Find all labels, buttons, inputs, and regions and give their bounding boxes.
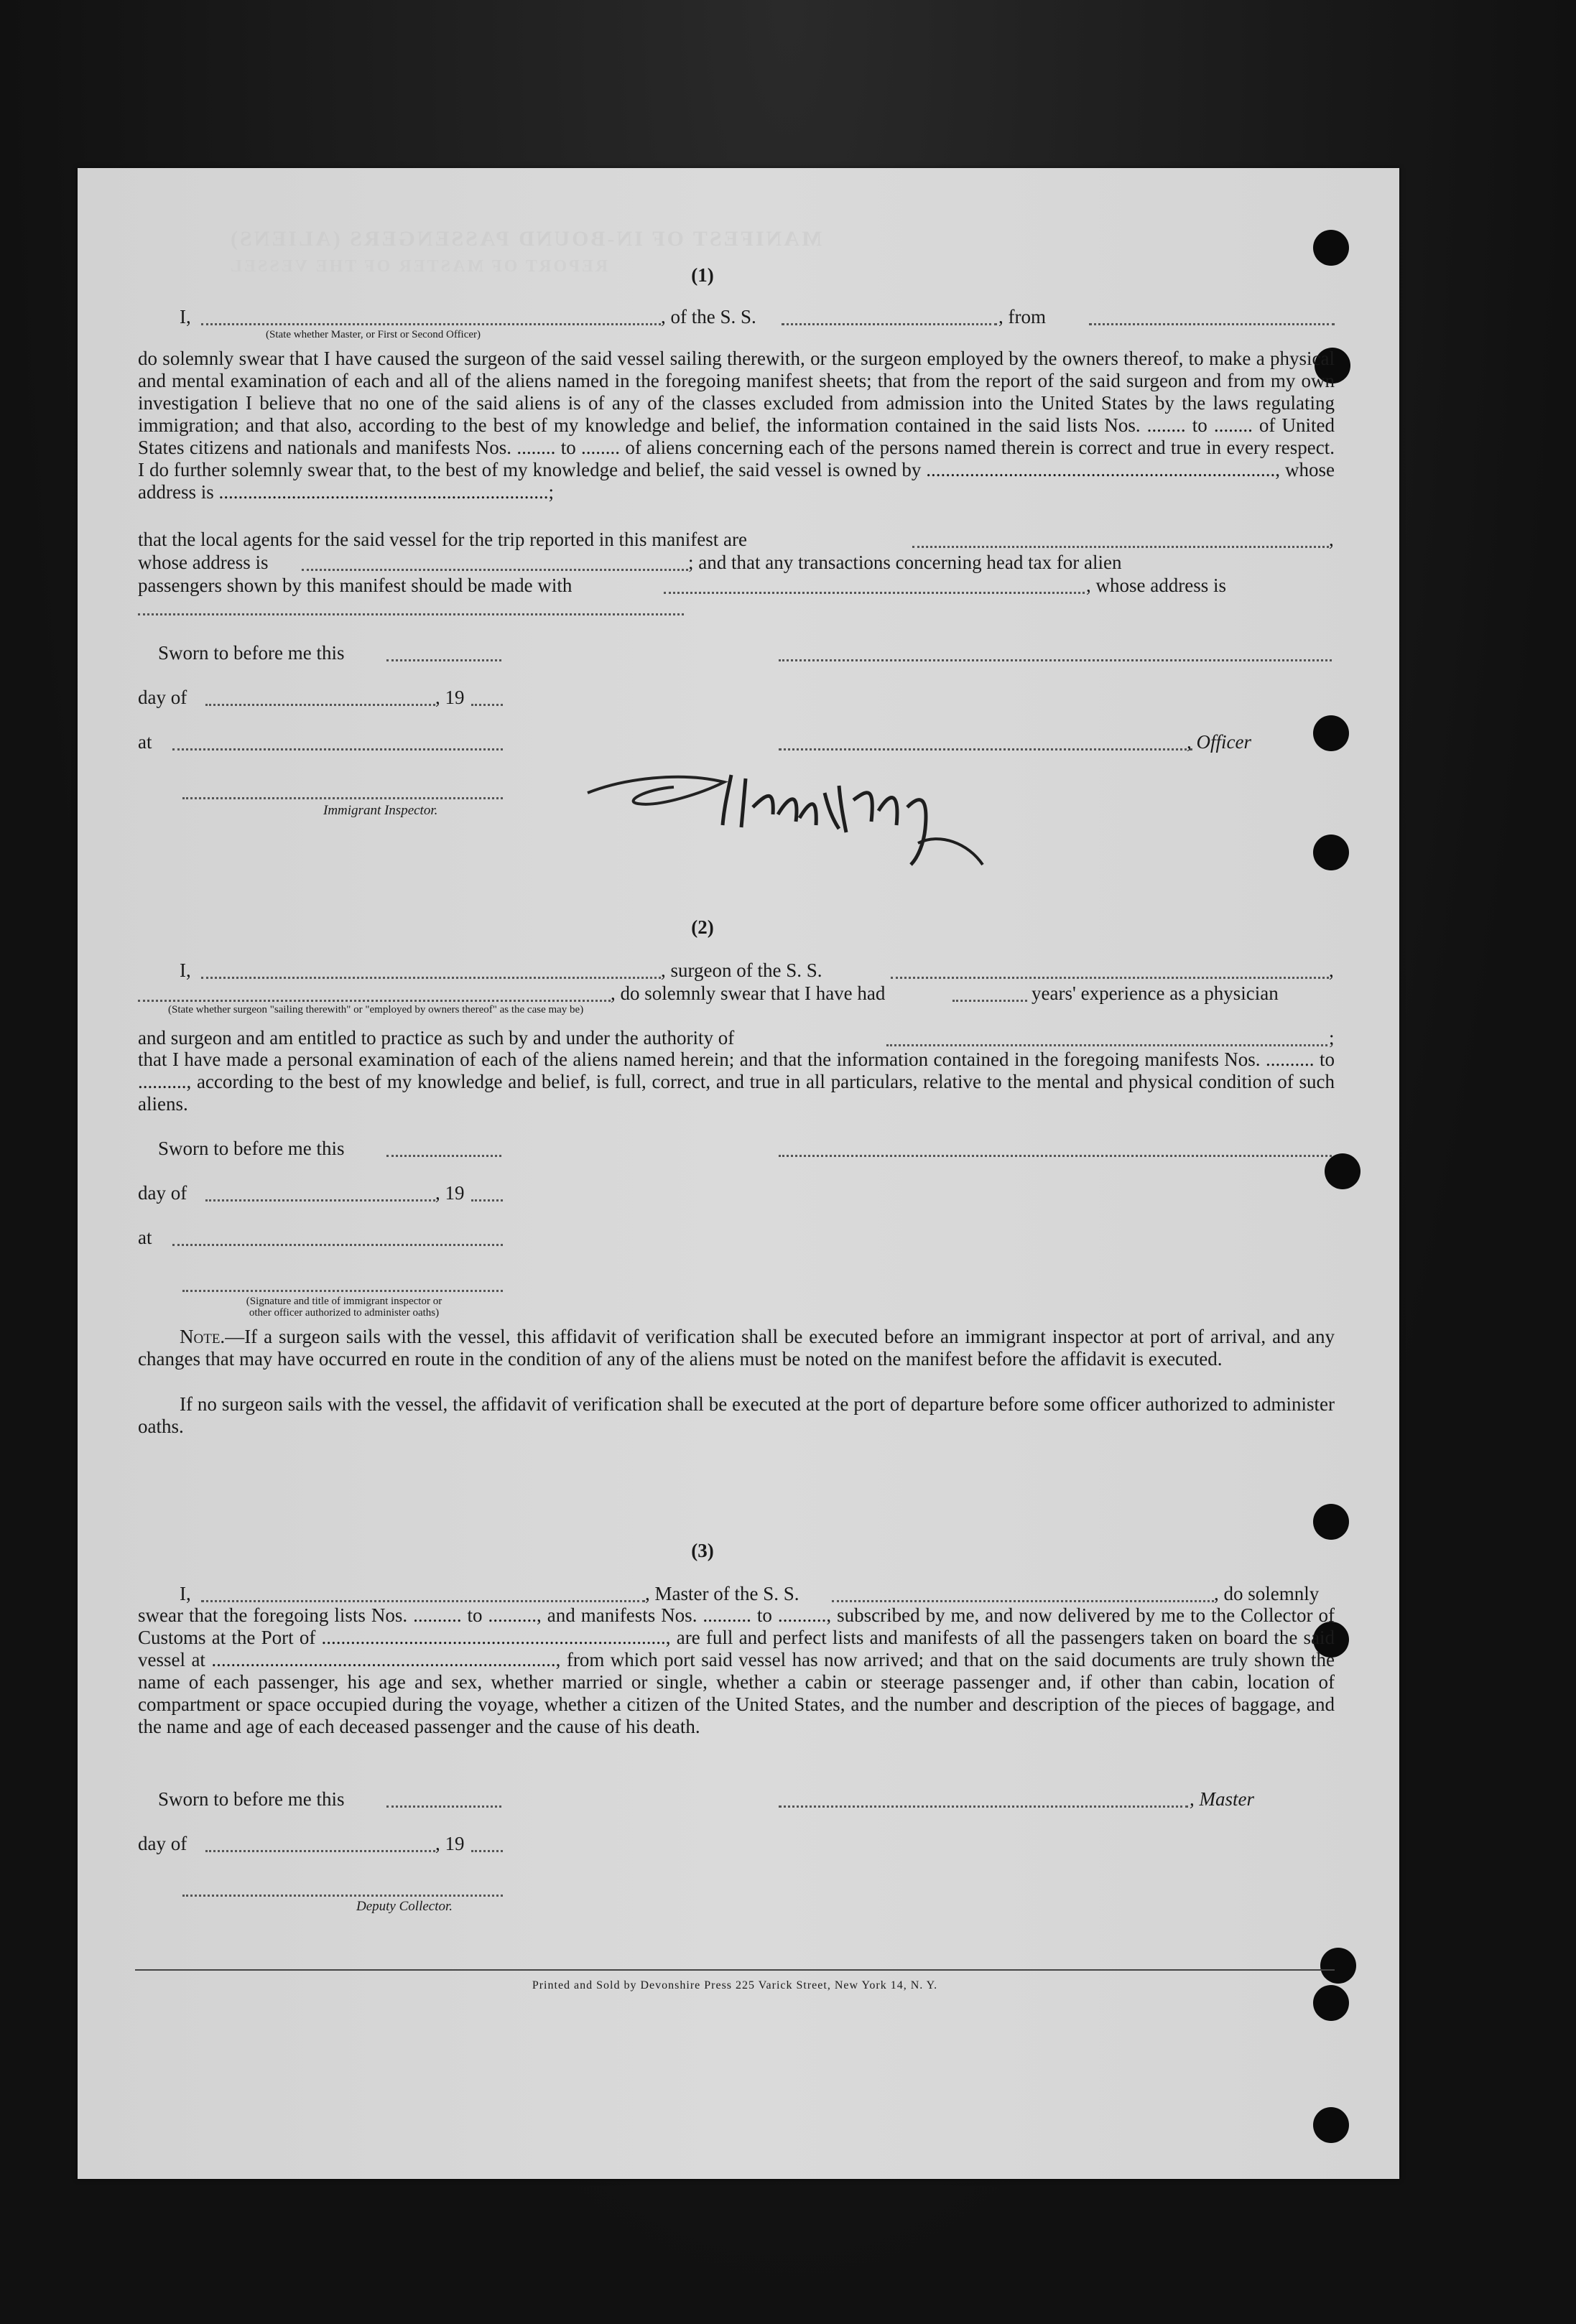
blank-line [138, 613, 684, 615]
printer-imprint: Printed and Sold by Devonshire Press 225 Varick Street, New York 14, N. Y. [532, 1979, 938, 1991]
sec2-sig-caption-1: (Signature and title of immigrant inspector or [246, 1296, 442, 1307]
signature-line [779, 1805, 1188, 1808]
punch-hole [1313, 2107, 1349, 2143]
blank-line [886, 1044, 1327, 1046]
blank-line [832, 1600, 1214, 1602]
blank-line [172, 748, 503, 750]
sec1-whose-address: , whose address is [1086, 575, 1226, 596]
sec2-note [138, 1326, 1335, 1370]
sec3-master-sig: , Master [1190, 1788, 1254, 1810]
section-1-heading: (1) [691, 264, 714, 286]
sec2-authority: and surgeon and am entitled to practice as such by and under the authority of [138, 1027, 735, 1049]
blank-line [205, 704, 435, 706]
sec1-from: , from [998, 306, 1046, 327]
section-2-heading: (2) [691, 916, 714, 938]
punch-hole [1325, 1153, 1361, 1189]
blank-line [664, 592, 1085, 594]
sec1-caption: (State whether Master, or First or Second Officer) [266, 329, 481, 340]
sec1-body: do solemnly swear that I have caused the surgeon of the said vessel sailing therewith, or the surgeon employed by the owners thereof, to make a physical and mental examination of each and all of the aliens named in the foregoing manifest sheets; that from the report of the said surgeon and from my own investigation I believe that no one of the said aliens is of any of the classes excluded from admission into the United States by the laws regulating immigration; and that also, according to the best of my knowledge and belief, the information contained in the said lists Nos. ........ to ........ of United States citizens and nationals and manifests Nos. ........ to ........ of aliens concerning each of the persons named therein is correct and true in every respect. I do further solemnly swear that, to the best of my knowledge and belief, the said vessel is owned by ........................................................................, whose address is ....................................................................; [138, 348, 1335, 503]
bleed-through-text: REPORT OF MASTER OF THE VESSEL [228, 257, 608, 276]
sec1-inspector: Immigrant Inspector. [323, 803, 438, 818]
sec1-of-ss: , of the S. S. [661, 306, 756, 327]
sec3-dayof: day of [138, 1833, 187, 1854]
note-label: Note. [180, 1326, 226, 1347]
punch-hole [1313, 230, 1349, 266]
blank-line [1089, 323, 1335, 325]
blank-line [205, 1850, 435, 1852]
sec1-passengers: passengers shown by this manifest should be made with [138, 575, 573, 596]
blank-line [302, 569, 688, 571]
sec1-at: at [138, 731, 152, 753]
blank-line [782, 323, 997, 325]
comma: , [1329, 529, 1334, 550]
bleed-through-text: MANIFEST OF IN-BOUND PASSENGERS (ALIENS) [228, 227, 822, 251]
blank-line [386, 1155, 501, 1157]
signature-line [779, 748, 1192, 750]
signature-line [182, 1895, 503, 1897]
sec2-i: I, [180, 959, 191, 981]
blank-line [201, 1600, 645, 1602]
blank-line [386, 659, 501, 661]
blank-line [386, 1805, 501, 1808]
blank-line [891, 977, 1329, 979]
blank-line [205, 1199, 435, 1201]
note-text: —If a surgeon sails with the vessel, this affidavit of verification shall be executed before an immigrant inspector at port of arrival, and any changes that may have occurred en route in the condition of any of the aliens must be noted on the manifest before the affidavit is executed. [138, 1326, 1335, 1370]
sec2-at: at [138, 1227, 152, 1248]
document-page [78, 168, 1399, 2179]
sec2-surgeon: , surgeon of the S. S. [661, 959, 822, 981]
sec3-collector: Deputy Collector. [356, 1899, 453, 1914]
blank-line [471, 1199, 503, 1201]
sec1-dayof: day of [138, 687, 187, 708]
punch-hole [1313, 1504, 1349, 1540]
sec2-swear: , do solemnly swear that I have had [611, 982, 886, 1004]
signature-line [779, 659, 1332, 661]
sec2-body: that I have made a personal examination of each of the aliens named herein; and that the information contained in the foregoing manifests Nos. .......... to .........., according to the best of my knowledge and belief, is full, correct, and true in all particulars, relative to the mental and physical condition of such aliens. [138, 1049, 1335, 1115]
blank-line [471, 704, 503, 706]
sec3-i: I, [180, 1583, 191, 1604]
blank-line [471, 1850, 503, 1852]
sec3-solemnly: , do solemnly [1214, 1583, 1320, 1604]
signature-line [182, 1290, 503, 1292]
sec1-i: I, [180, 306, 191, 327]
sec2-sig-caption-2: other officer authorized to administer oaths) [249, 1307, 440, 1319]
sec2-sworn: Sworn to before me this [158, 1138, 345, 1159]
signature-line [779, 1155, 1332, 1157]
sec1-officer: , Officer [1187, 731, 1251, 753]
sec2-dayof: day of [138, 1182, 187, 1204]
sec3-19: , 19 [435, 1833, 465, 1854]
blank-line [952, 1000, 1027, 1002]
sec2-19: , 19 [435, 1182, 465, 1204]
sec1-headtax: ; and that any transactions concerning head tax for alien [688, 552, 1122, 573]
sec1-agents: that the local agents for the said vessel for the trip reported in this manifest are [138, 529, 747, 550]
signature-line [182, 797, 503, 799]
blank-line [138, 1000, 611, 1002]
blank-line [912, 546, 1329, 548]
blank-line [201, 977, 661, 979]
sec1-19: , 19 [435, 687, 465, 708]
handwritten-signature [580, 764, 1026, 872]
semicolon: ; [1329, 1027, 1335, 1049]
sec2-years: years' experience as a physician [1032, 982, 1279, 1004]
sec1-address: whose address is [138, 552, 269, 573]
sec1-sworn: Sworn to before me this [158, 642, 345, 664]
blank-line [201, 323, 661, 325]
sec3-body: swear that the foregoing lists Nos. .......... to .........., and manifests Nos. .......... to .........., subscribed by me, and now delivered by me to the Collector of Customs at the Port of ......................................................................., are full and perfect lists and manifests of all the passengers taken on board the said vessel at ......................................................................., from which port said vessel has now arrived; and that on the said documents are truly shown the name of each passenger, his age and sex, whether married or single, whether a cabin or steerage passenger and, if other than cabin, location of compartment or space occupied during the voyage, whether a citizen of the United States, and the number and description of the pieces of baggage, and the name and age of each deceased passenger and the cause of his death. [138, 1604, 1335, 1737]
section-3-heading: (3) [691, 1540, 714, 1561]
sec3-master: , Master of the S. S. [645, 1583, 799, 1604]
punch-hole [1313, 715, 1349, 751]
punch-hole [1313, 835, 1349, 870]
sec2-caption: (State whether surgeon "sailing therewith" or "employed by owners thereof" as the case may be) [168, 1004, 584, 1015]
sec3-sworn: Sworn to before me this [158, 1788, 345, 1810]
comma: , [1329, 959, 1334, 981]
sec2-note-2: If no surgeon sails with the vessel, the affidavit of verification shall be executed at the port of departure before some officer authorized to administer oaths. [138, 1393, 1335, 1437]
footer-rule [135, 1969, 1335, 1971]
blank-line [172, 1244, 503, 1246]
